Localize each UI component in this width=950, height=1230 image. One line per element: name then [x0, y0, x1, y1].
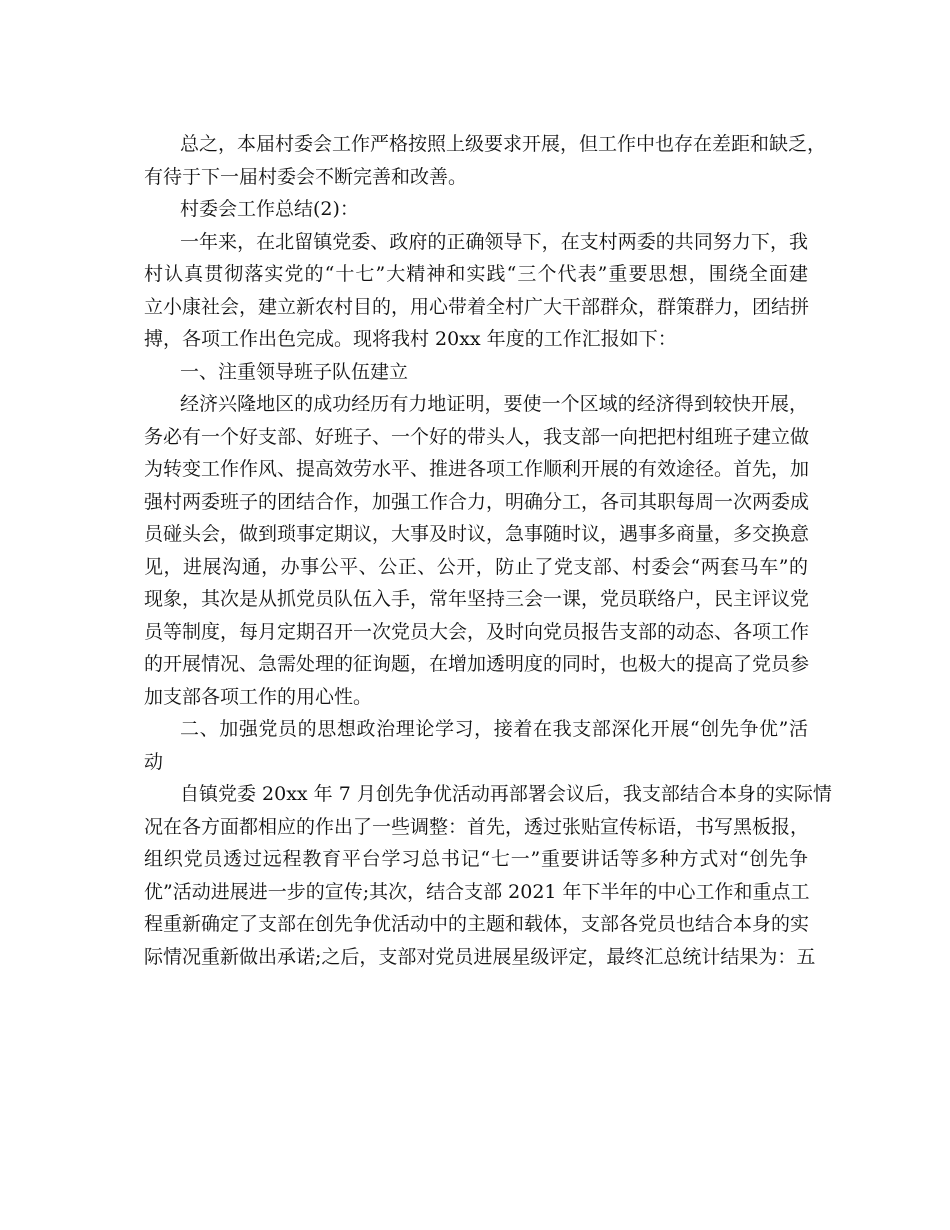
- text-line: 一年来，在北留镇党委、政府的正确领导下，在支村两委的共同努力下，我: [180, 231, 808, 253]
- text-line: 见，进展沟通，办事公平、公正、公开，防止了党支部、村委会“两套马车”的: [144, 556, 808, 578]
- text-line: 总之，本届村委会工作严格按照上级要求开展，但工作中也存在差距和缺乏，: [180, 133, 827, 155]
- text-line: 员等制度，每月定期召开一次党员大会，及时向党员报告支部的动态、各项工作: [144, 621, 810, 643]
- text-line: 搏，各项工作出色完成。现将我村 20xx 年度的工作汇报如下：: [144, 328, 677, 350]
- text-line: 务必有一个好支部、好班子、一个好的带头人，我支部一向把把村组班子建立做: [144, 426, 810, 448]
- text-line: 况在各方面都相应的作出了一些调整：首先，透过张贴宣传标语，书写黑板报，: [144, 816, 810, 838]
- text-line: 程重新确定了支部在创先争优活动中的主题和载体，支部各党员也结合本身的实: [144, 913, 810, 935]
- text-line: 经济兴隆地区的成功经历有力地证明，要使一个区域的经济得到较快开展，: [180, 393, 808, 415]
- text-line: 员碰头会，做到琐事定期议，大事及时议，急事随时议，遇事多商量，多交换意: [144, 523, 810, 545]
- text-line: 一、注重领导班子队伍建立: [180, 361, 409, 383]
- text-line: 优”活动进展进一步的宣传;其次，结合支部 2021 年下半年的中心工作和重点工: [144, 881, 810, 903]
- text-line: 为转变工作作风、提高效劳水平、推进各项工作顺利开展的有效途径。首先，加: [144, 458, 810, 480]
- text-line: 有待于下一届村委会不断完善和改善。: [144, 166, 468, 188]
- text-line: 自镇党委 20xx 年 7 月创先争优活动再部署会议后，我支部结合本身的实际情: [180, 783, 832, 805]
- text-line: 二、加强党员的思想政治理论学习，接着在我支部深化开展“创先争优”活: [180, 718, 808, 740]
- text-line: 立小康社会，建立新农村目的，用心带着全村广大干部群众，群策群力，团结拼: [144, 296, 810, 318]
- text-line: 加支部各项工作的用心性。: [144, 686, 373, 708]
- text-line: 动: [144, 751, 164, 773]
- text-line: 强村两委班子的团结合作，加强工作合力，明确分工，各司其职每周一次两委成: [144, 491, 810, 513]
- text-line: 村认真贯彻落实党的“十七”大精神和实践“三个代表”重要思想，围绕全面建: [144, 263, 808, 285]
- text-line: 村委会工作总结(2)：: [180, 198, 359, 220]
- text-line: 际情况重新做出承诺;之后，支部对党员进展星级评定，最终汇总统计结果为：五: [144, 946, 816, 968]
- text-line: 组织党员透过远程教育平台学习总书记“七一”重要讲话等多种方式对“创先争: [144, 848, 808, 870]
- text-line: 的开展情况、急需处理的征询题，在增加透明度的同时，也极大的提高了党员参: [144, 653, 810, 675]
- text-line: 现象，其次是从抓党员队伍入手，常年坚持三会一课，党员联络户，民主评议党: [144, 588, 810, 610]
